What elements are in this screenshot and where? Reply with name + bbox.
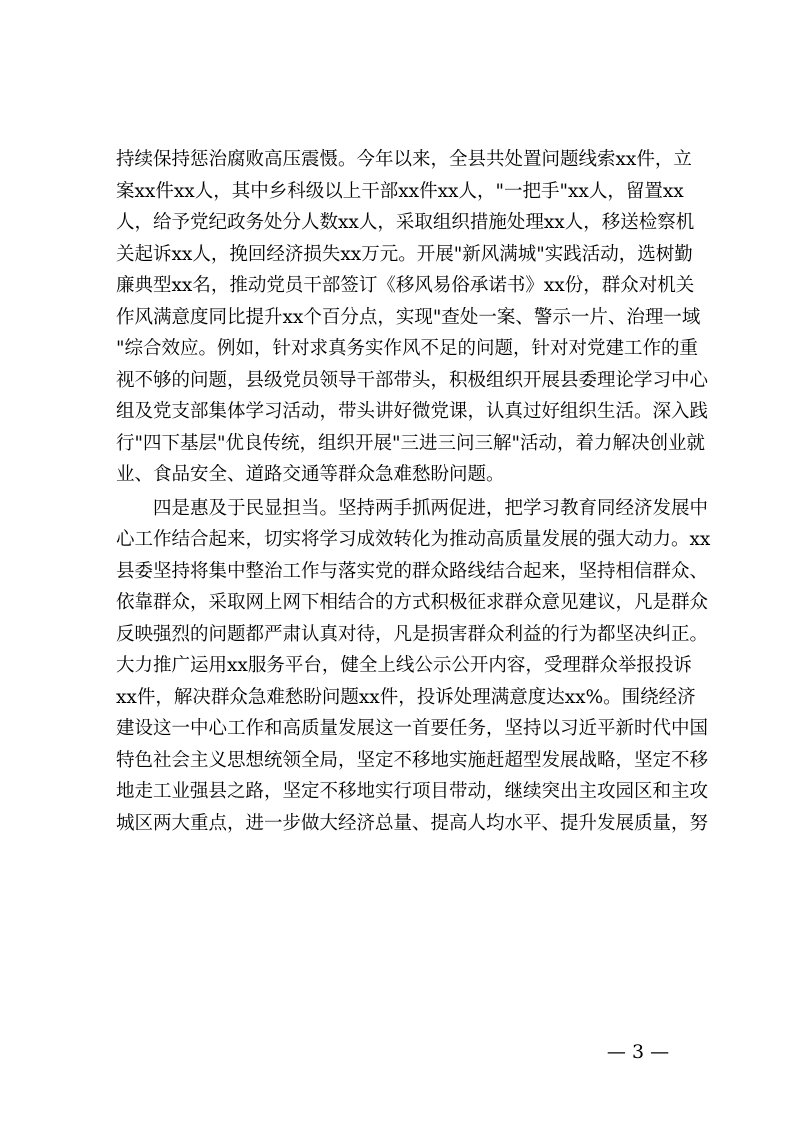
text-line: 建设这一中心工作和高质量发展这一首要任务，坚持以习近平新时代中国: [116, 718, 709, 739]
text-line: 组及党支部集体学习活动，带头讲好微党课，认真过好组织生活。深入践: [116, 401, 709, 422]
text-line: 城区两大重点，进一步做大经济总量、提高人均水平、提升发展质量，努: [116, 812, 709, 834]
text-line: 业、食品安全、道路交通等群众急难愁盼问题。: [116, 464, 505, 485]
text-line: 特色社会主义思想统领全局，坚定不移地实施赶超型发展战略，坚定不移: [116, 749, 709, 771]
text-line: 视不够的问题，县级党员领导干部带头，积极组织开展县委理论学习中心: [116, 369, 709, 391]
paragraph-1: [116, 144, 709, 491]
text-line: "综合效应。例如，针对求真务实作风不足的问题，针对对党建工作的重: [116, 338, 699, 359]
body-text: [116, 144, 711, 839]
text-line: 大力推广运用xx服务平台，健全上线公示公开内容，受理群众举报投诉: [116, 655, 692, 676]
text-line: 行"四下基层"优良传统，组织开展"三进三问三解"活动，着力解决创业就: [116, 432, 706, 454]
text-line: 案xx件xx人，其中乡科级以上干部xx件xx人，"一把手"xx人，留置xx: [116, 180, 684, 202]
text-line: 反映强烈的问题都严肃认真对待，凡是损害群众利益的行为都坚决纠正。: [116, 623, 709, 645]
text-line: 作风满意度同比提升xx个百分点，实现"查处一案、警示一片、治理一域: [116, 306, 701, 328]
text-line: xx件，解决群众急难愁盼问题xx件，投诉处理满意度达xx%。围绕经济: [116, 686, 696, 708]
text-line: 关起诉xx人，挽回经济损失xx万元。开展"新风满城"实践活动，选树勤: [116, 243, 693, 265]
text-line: 依靠群众，采取网上网下相结合的方式积极征求群众意见建议，凡是群众: [116, 592, 709, 613]
text-line: 县委坚持将集中整治工作与落实党的群众路线结合起来，坚持相信群众、: [116, 560, 709, 582]
text-line: 心工作结合起来，切实将学习成效转化为推动高质量发展的强大动力。xx: [116, 529, 711, 550]
paragraph-2: [116, 493, 711, 840]
text-line: 廉典型xx名，推动党员干部签订《移风易俗承诺书》xx份，群众对机关: [116, 275, 695, 296]
text-line: 地走工业强县之路，坚定不移地实行项目带动，继续突出主攻园区和主攻: [116, 781, 709, 802]
text-line: 四是惠及于民显担当。坚持两手抓两促进，把学习教育同经济发展中: [153, 497, 709, 519]
text-line: 持续保持惩治腐败高压震慑。今年以来，全县共处置问题线索xx件，立: [116, 149, 692, 170]
text-line: 人，给予党纪政务处分人数xx人，采取组织措施处理xx人，移送检察机: [116, 212, 695, 233]
page-number: — 3 —: [606, 1041, 670, 1063]
